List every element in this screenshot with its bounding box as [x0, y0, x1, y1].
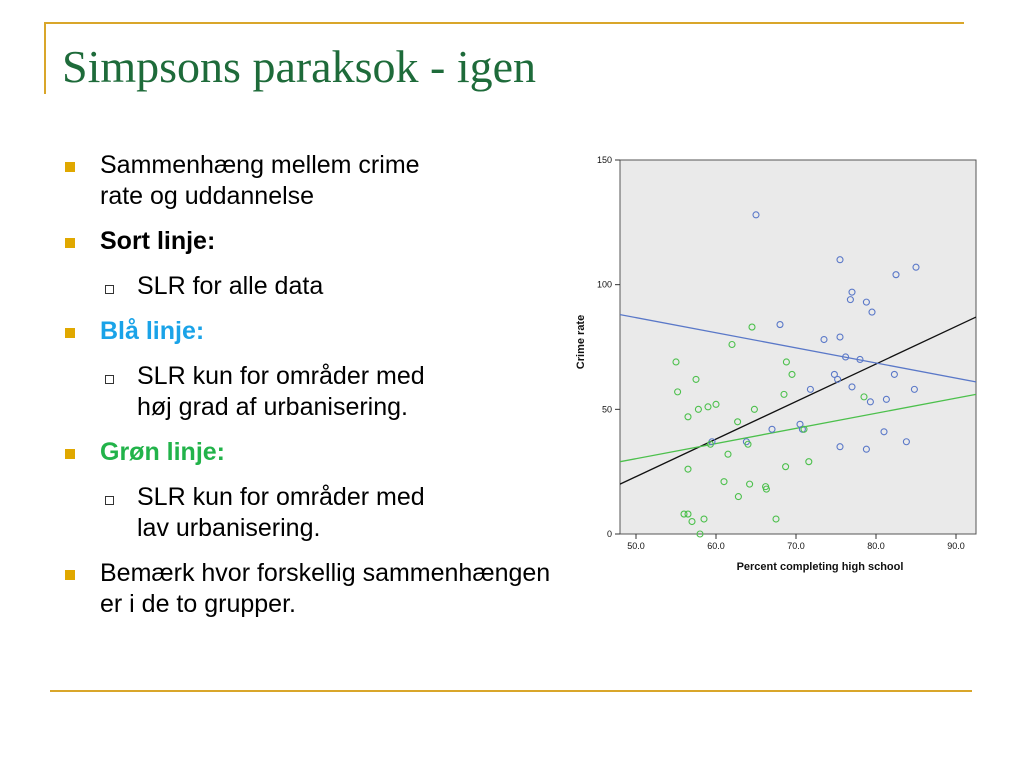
y-tick-label: 50	[601, 404, 612, 415]
bullet-text: Bemærk hvor forskellig sammenhængen er i de to grupper.	[100, 559, 551, 618]
bullet-text: Grøn linje:	[100, 438, 225, 466]
scatter-chart	[566, 148, 978, 580]
bullet-text: Blå linje:	[100, 317, 205, 345]
bullet-text: SLR kun for områder med høj grad af urbanisering.	[137, 362, 425, 421]
x-tick-label: 70.0	[787, 541, 805, 551]
bullet-text: Sammenhæng mellem crime rate og uddannelse	[100, 151, 420, 210]
bullet-text: Sort linje:	[100, 227, 216, 255]
y-axis-label: Crime rate	[575, 314, 587, 370]
scatter-chart-svg	[566, 148, 978, 580]
x-tick-label: 90.0	[947, 541, 965, 551]
square-bullet-icon	[65, 162, 75, 172]
title-frame-horizontal-rule	[44, 22, 964, 24]
hollow-square-bullet-icon	[105, 375, 114, 384]
x-tick-label: 50.0	[627, 541, 645, 551]
square-bullet-icon	[65, 570, 75, 580]
plot-area	[620, 160, 976, 534]
y-tick-label: 0	[606, 529, 612, 539]
bullet-text: SLR kun for områder med lav urbanisering.	[137, 483, 425, 542]
slide-title: Simpsons paraksok - igen	[62, 41, 537, 92]
y-tick-label: 150	[596, 155, 612, 165]
y-tick-label: 100	[596, 279, 612, 290]
x-axis-label: Percent completing high school	[736, 561, 904, 573]
square-bullet-icon	[65, 238, 75, 248]
bottom-rule	[50, 690, 972, 692]
hollow-square-bullet-icon	[105, 285, 114, 294]
x-tick-label: 60.0	[707, 541, 725, 551]
x-tick-label: 80.0	[867, 541, 885, 551]
bullet-text: SLR for alle data	[137, 272, 324, 300]
title-frame-vertical-rule	[44, 22, 46, 94]
square-bullet-icon	[65, 449, 75, 459]
hollow-square-bullet-icon	[105, 496, 114, 505]
square-bullet-icon	[65, 328, 75, 338]
